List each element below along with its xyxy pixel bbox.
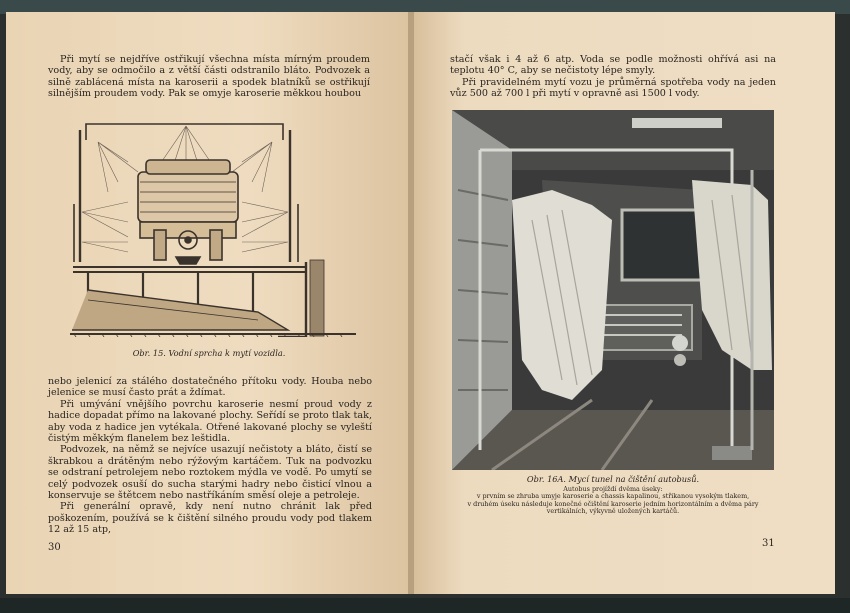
bus-wash-tunnel-photo xyxy=(452,110,774,470)
left-top-paragraph xyxy=(48,54,370,100)
figure-15-caption: Obr. 15. Vodní sprcha k mytí vozidla. xyxy=(132,348,286,358)
right-page xyxy=(414,12,835,594)
paragraph-text: Podvozek, na němž se nejvíce usazují nečistoty a bláto, čistí se škrabkou a drátěným nebo rýžovým kartáčem. Tuk na podvozku se odstraní petrolejem nebo roztokem mýdla ve vodě. Po umytí se celý podvozek osuší do sucha starými hadry nebo čisticí vlnou a konservuje se štětcem nebo nastříkáním směsí oleje a petroleje. xyxy=(48,444,372,502)
caption-note-line: v druhém úseku následuje konečné očištění karoserie jedním horizontálním a dvěma páry xyxy=(467,499,759,508)
caption-note-line: v prvním se zhruba umyje karoserie a chassis kapalinou, střikanou vysokým tlakem, xyxy=(476,492,750,501)
page-number-right: 31 xyxy=(762,538,775,549)
right-top-text xyxy=(450,54,776,100)
caption-note-line: Autobus projíždí dvěma úseky: xyxy=(563,485,663,493)
book-cover-edge-bottom xyxy=(0,598,850,613)
caption-note-line: vertikálních, výkyvně uložených kartáčů. xyxy=(546,507,680,516)
paragraph-text: Při pravidelném mytí vozu je průměrná spotřeba vody na jeden vůz 500 až 700 l při mytí v opravně asi 1500 l vody. xyxy=(450,76,776,100)
page-number-left: 30 xyxy=(48,542,61,553)
figure-16a-note xyxy=(450,486,776,516)
figure-16a-caption: Obr. 16A. Mycí tunel na čištění autobusů. xyxy=(526,474,700,484)
paragraph-text: nebo jelenicí za stálého dostatečného přítoku vody. Houba nebo jelenice se musí často prát a ždímat. xyxy=(48,376,372,399)
paragraph-text: Při generální opravě, kdy není nutno chránit lak před poškozením, používá se k čištění silného proudu vody pod tlakem 12 až 15 atp, xyxy=(48,501,372,536)
left-body-text xyxy=(48,376,372,536)
paragraph-text: Při umývání vnějšího povrchu karoserie nesmí proud vody z hadice dopadat přímo na lakované plochy. Seřídí se proto tlak tak, aby voda z hadice jen vytékala. Otřené lakované plochy se vyleští čistým měkkým flanelem bez leštidla. xyxy=(48,398,372,445)
paragraph-text: stačí však i 4 až 6 atp. Voda se podle možnosti ohřívá asi na teplotu 40° C, aby se nečistoty lépe smyly. xyxy=(450,54,776,77)
water-spray-diagram xyxy=(58,112,358,337)
paragraph-text: Při mytí se nejdříve ostřikují všechna místa mírným proudem vody, aby se odmočilo a z větší části odstranilo bláto. Podvozek a silně zablácená místa na karoserii a spodek blatníků se ostřikují silnějším proudem vody. Pak se omyje karoserie měkkou houbou xyxy=(48,54,370,100)
left-page xyxy=(6,12,411,594)
